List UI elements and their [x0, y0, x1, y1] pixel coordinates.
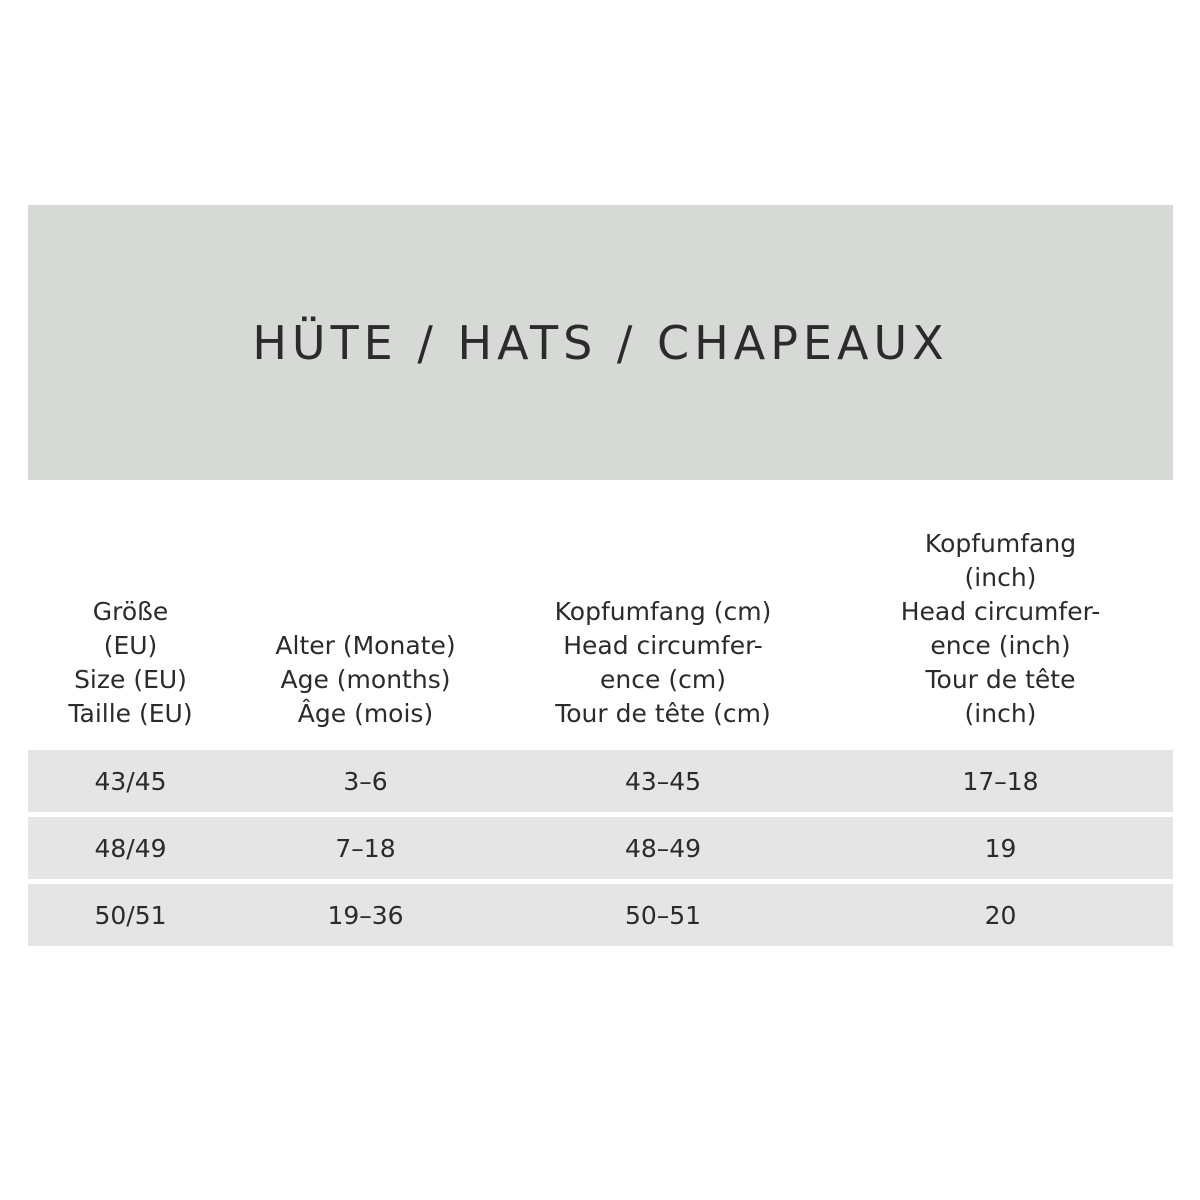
header-cell-head-circumference-cm [498, 595, 828, 731]
table-row [28, 817, 1173, 879]
cell-head-inch: 19 [984, 833, 1017, 863]
header-line: ence (cm) [600, 665, 726, 694]
header-line: Age (months) [280, 665, 451, 694]
table-row [28, 750, 1173, 812]
header-line: Kopfumfang [924, 529, 1077, 558]
header-line: Taille (EU) [68, 699, 193, 728]
cell-head-cm: 50–51 [624, 900, 702, 930]
cell-age-months: 3–6 [343, 766, 388, 796]
size-table [28, 480, 1173, 951]
header-line: Kopfumfang (cm) [554, 597, 772, 626]
header-line: Tour de tête (cm) [555, 699, 771, 728]
header-line: (EU) [103, 631, 158, 660]
cell-head-cm: 48–49 [624, 833, 702, 863]
header-line: (inch) [964, 563, 1037, 592]
table-row [28, 884, 1173, 946]
header-line: Size (EU) [74, 665, 187, 694]
cell-head-inch: 17–18 [962, 766, 1039, 796]
header-line: Größe [92, 597, 169, 626]
header-cell-head-circumference-inch [828, 527, 1173, 731]
header-line: Âge (mois) [297, 699, 434, 728]
header-cell-size [28, 595, 233, 731]
cell-size-eu: 48/49 [94, 833, 167, 863]
header-line: ence (inch) [930, 631, 1071, 660]
cell-age-months: 7–18 [335, 833, 396, 863]
cell-age-months: 19–36 [327, 900, 404, 930]
page-title: HÜTE / HATS / CHAPEAUX [252, 315, 949, 370]
header-line: Head circumfer- [563, 631, 763, 660]
header-cell-age [233, 629, 498, 731]
cell-head-inch: 20 [984, 900, 1017, 930]
table-header-row [28, 480, 1173, 745]
header-line: (inch) [964, 699, 1037, 728]
title-banner [28, 205, 1173, 480]
header-line: Alter (Monate) [275, 631, 456, 660]
cell-size-eu: 50/51 [94, 900, 167, 930]
header-line: Tour de tête [925, 665, 1076, 694]
cell-size-eu: 43/45 [94, 766, 167, 796]
header-line: Head circumfer- [900, 597, 1101, 626]
cell-head-cm: 43–45 [624, 766, 702, 796]
